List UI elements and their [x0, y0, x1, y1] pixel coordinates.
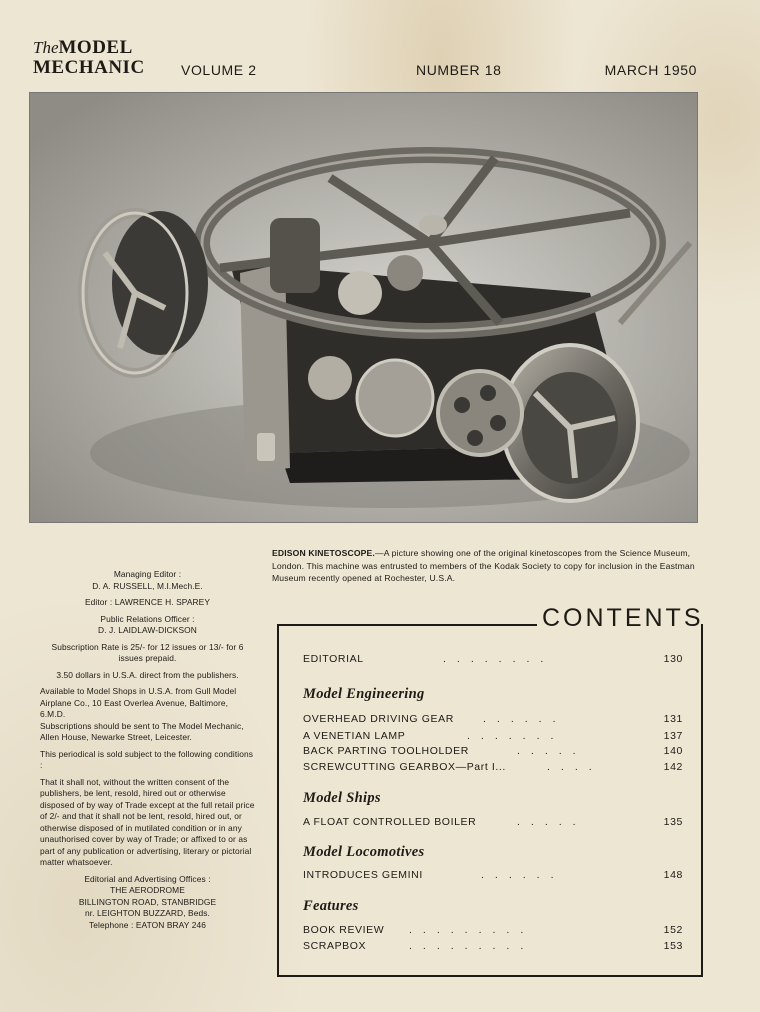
entry-title: SCREWCUTTING GEARBOX—Part I... [303, 761, 506, 773]
entry-title: OVERHEAD DRIVING GEAR [303, 713, 454, 725]
section-model-engineering: Model Engineering [303, 686, 425, 702]
entry-title: INTRODUCES GEMINI [303, 869, 423, 881]
entry-page: 142 [663, 761, 683, 773]
contents-box [277, 624, 703, 977]
leader-dots: .... [547, 761, 603, 773]
issue-number: NUMBER 18 [416, 62, 502, 78]
pr-officer-label: Public Relations Officer : [100, 613, 195, 624]
offices-line-2: BILLINGTON ROAD, STANBRIDGE [78, 896, 217, 907]
contents-heading: CONTENTS [542, 604, 704, 632]
leader-dots: ...... [481, 869, 565, 881]
leader-dots: ......... [409, 940, 535, 952]
staff-info-column [40, 569, 255, 931]
usa-rate: 3.50 dollars in U.S.A. direct from the publishers. [56, 669, 239, 680]
offices-line-3: nr. LEIGHTON BUZZARD, Beds. [85, 908, 210, 918]
leader-dots: ...... [483, 713, 567, 725]
entry-title: BACK PARTING TOOLHOLDER [303, 745, 469, 757]
section-features: Features [303, 898, 359, 914]
entry-title: A VENETIAN LAMP [303, 730, 406, 742]
entry-title: BOOK REVIEW [303, 924, 385, 936]
entry-page: 130 [663, 653, 683, 665]
managing-editor-label: Managing Editor : [113, 569, 182, 579]
photo-caption [272, 547, 712, 585]
entry-page: 148 [663, 869, 683, 881]
logo-the: The [33, 38, 59, 57]
kinetoscope-illustration [30, 93, 698, 523]
entry-page: 131 [663, 713, 683, 725]
masthead [33, 38, 713, 86]
entry-title: SCRAPBOX [303, 940, 367, 952]
editor-line: Editor : LAWRENCE H. SPAREY [84, 597, 211, 607]
entry-page: 152 [663, 924, 683, 936]
caption-title: EDISON KINETOSCOPE. [272, 548, 375, 558]
logo-model: MODEL [58, 37, 133, 58]
contents-top-rule [279, 624, 537, 626]
subscription-rate: Subscription Rate is 25/- for 12 issues or 13/- for 6 issues prepaid. [51, 641, 244, 663]
magazine-logo [33, 38, 163, 77]
leader-dots: ........ [443, 653, 555, 665]
offices-label: Editorial and Advertising Offices : [84, 873, 211, 884]
offices-line-1: THE AERODROME [110, 885, 185, 895]
entry-title: A FLOAT CONTROLLED BOILER [303, 816, 477, 828]
issue-date: MARCH 1950 [604, 62, 697, 78]
conditions-intro: This periodical is sold subject to the following conditions : [40, 748, 254, 770]
entry-page: 137 [663, 730, 683, 742]
entry-title: EDITORIAL [303, 653, 364, 665]
leader-dots: ......... [409, 924, 535, 936]
leader-dots: ..... [517, 745, 587, 757]
caption-body: —A picture showing one of the original kinetoscopes from the Science Museum, London. This machine was entrusted to members of the Kodak Society to copy for inclusion in the Eastman Museum recently opened at Rochester, U.S.A. [272, 548, 695, 583]
conditions-text: That it shall not, without the written consent of the publishers, be lent, resold, hired out or otherwise disposed of by way of Trade except at the full retail price of 2/- and that it shall not be lent, resold, hired out, or otherwise disposed of in mutilated condition or in any unauthorised cover by way of Trade; or affixed to or as part of any publication or advertising, literary or pictorial matter whatsoever. [40, 776, 255, 867]
managing-editor-name: D. A. RUSSELL, M.I.Mech.E. [92, 580, 203, 591]
leader-dots: ....... [467, 730, 565, 742]
usa-availability: Available to Model Shops in U.S.A. from Gull Model Airplane Co., 10 East Overlea Avenue, Baltimore, 6.M.D. [40, 686, 237, 719]
telephone: Telephone : EATON BRAY 246 [89, 919, 206, 930]
entry-page: 140 [663, 745, 683, 757]
volume-label: VOLUME 2 [181, 62, 257, 78]
entry-page: 153 [663, 940, 683, 952]
logo-mechanic: MECHANIC [33, 57, 145, 78]
leader-dots: ..... [517, 816, 587, 828]
section-model-locomotives: Model Locomotives [303, 844, 425, 860]
entry-page: 135 [663, 816, 683, 828]
kinetoscope-photo [29, 92, 698, 523]
pr-officer-name: D. J. LAIDLAW-DICKSON [98, 625, 197, 635]
subscription-address: Subscriptions should be sent to The Model Mechanic, Allen House, Newarke Street, Leicester. [40, 720, 244, 742]
section-model-ships: Model Ships [303, 790, 381, 806]
